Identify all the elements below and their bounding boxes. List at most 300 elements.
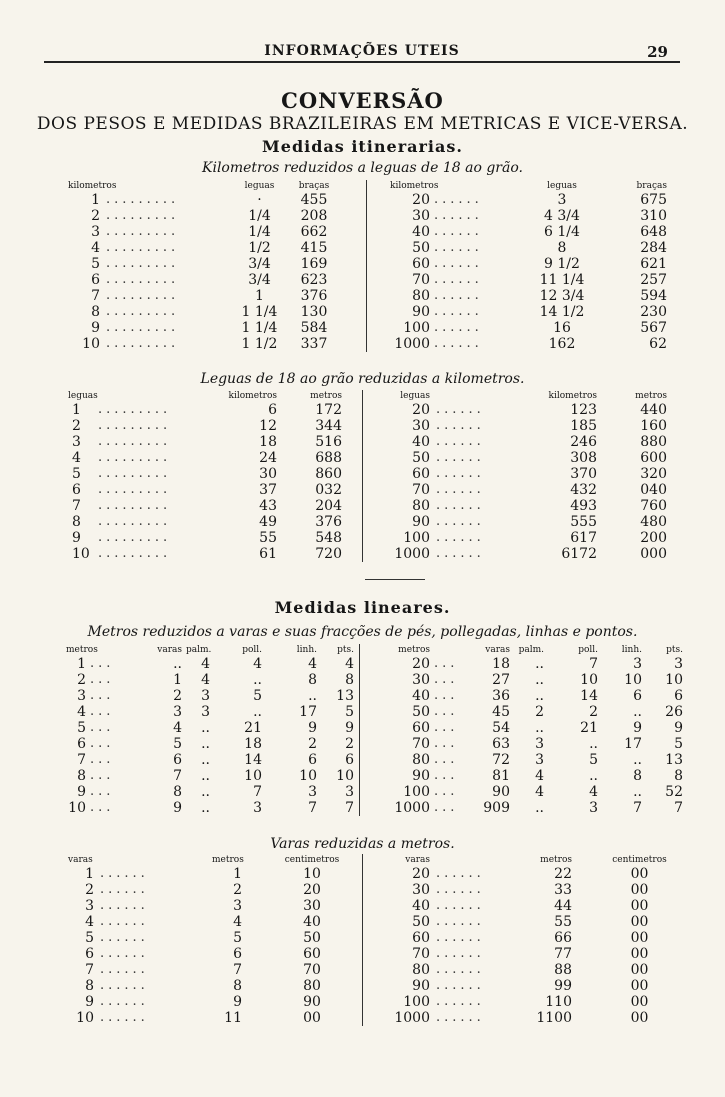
table-row (72, 272, 672, 288)
table-cell: 4 (77, 704, 86, 720)
leader-dots: ......... (98, 450, 172, 465)
table-row (72, 962, 672, 978)
table-cell: 6 (77, 736, 86, 752)
table-cell: .. (633, 704, 642, 720)
table-row (72, 978, 672, 994)
table-row (72, 882, 672, 898)
leader-dots: ...... (436, 530, 485, 545)
column-header: pts. (666, 645, 683, 655)
table-cell: 4 (91, 240, 100, 256)
table-cell: 00 (630, 946, 649, 962)
table-cell: 61 (259, 546, 277, 562)
table-cell: 2 (85, 882, 94, 898)
table-cell: 208 (300, 208, 328, 224)
table-cell: 1 1/4 (241, 320, 278, 336)
table-cell: 10 (624, 672, 642, 688)
table-cell: 7 (308, 800, 317, 816)
table-cell: .. (201, 768, 210, 784)
table-cell: 9 (72, 530, 81, 546)
leader-dots: ...... (436, 994, 485, 1009)
leader-dots: ...... (100, 898, 149, 913)
table-cell: 7 (72, 498, 81, 514)
column-header: braças (636, 181, 667, 191)
leader-dots: ......... (106, 256, 180, 271)
table-cell: 6 (85, 946, 94, 962)
table-cell: 493 (570, 498, 597, 514)
table-cell: 032 (315, 482, 342, 498)
table-cell: 13 (336, 688, 354, 704)
table-row (72, 546, 672, 562)
column-header: leguas (244, 181, 275, 191)
table-cell: 4 (201, 672, 210, 688)
leader-dots: ... (90, 800, 115, 815)
leader-dots: ...... (436, 962, 485, 977)
table-cell: 4 (173, 720, 182, 736)
table-cell: 8 (91, 304, 100, 320)
leader-dots: ...... (434, 256, 483, 271)
table-cell: 675 (640, 192, 667, 208)
table-cell: 80 (303, 978, 321, 994)
leader-dots: ......... (106, 208, 180, 223)
table-cell: 30 (412, 672, 430, 688)
table-cell: 172 (315, 402, 342, 418)
table-cell: 9 (674, 720, 683, 736)
column-header: metros (310, 391, 342, 401)
leader-dots: ... (90, 720, 115, 735)
table-cell: 90 (303, 994, 321, 1010)
leader-dots: ...... (434, 272, 483, 287)
column-header: metros (540, 855, 572, 865)
table-cell: 11 (224, 1010, 242, 1026)
column-header: braças (298, 181, 330, 191)
table-header (68, 390, 672, 402)
table-cell: 7 (233, 962, 242, 978)
leader-dots: ... (434, 784, 459, 799)
column-header: varas (157, 645, 182, 655)
leader-dots: ... (434, 672, 459, 687)
table-cell: .. (308, 688, 317, 704)
table-cell: 185 (570, 418, 597, 434)
leader-dots: ...... (100, 994, 149, 1009)
table-cell: 5 (345, 704, 354, 720)
table-cell: 2 (72, 418, 81, 434)
leader-dots: ......... (106, 288, 180, 303)
table-cell: 50 (412, 240, 430, 256)
column-header: palm. (186, 645, 212, 655)
table-cell: 432 (570, 482, 597, 498)
table-row (72, 704, 683, 720)
table-cell: 860 (315, 466, 342, 482)
table-cell: 18 (259, 434, 277, 450)
table-cell: 5 (253, 688, 262, 704)
leader-dots: ...... (436, 978, 485, 993)
table-cell: 24 (259, 450, 277, 466)
column-header: poll. (242, 645, 262, 655)
leader-dots: ...... (100, 962, 149, 977)
leader-dots: ...... (434, 240, 483, 255)
table-cell: 4 (253, 656, 262, 672)
leader-dots: ...... (436, 498, 485, 513)
table-cell: 8 (72, 514, 81, 530)
table-cell: 3 (77, 688, 86, 704)
table-cell: 40 (412, 688, 430, 704)
table-cell: 81 (492, 768, 510, 784)
table-cell: .. (633, 752, 642, 768)
table-cell: 1/4 (248, 224, 271, 240)
table-cell: .. (589, 736, 598, 752)
table-cell: 344 (315, 418, 342, 434)
table-cell: 3 (233, 898, 242, 914)
table-cell: .. (535, 672, 544, 688)
table-cell: 20 (412, 402, 430, 418)
table-cell: 3 (557, 192, 567, 208)
table-cell: 1 1/4 (241, 304, 278, 320)
table-cell: 2 (233, 882, 242, 898)
table-row (72, 1010, 672, 1026)
table-cell: 6 (72, 482, 81, 498)
table-row (72, 418, 672, 434)
table-cell: 8 (308, 672, 317, 688)
table-cell: 5 (233, 930, 242, 946)
table-cell: 100 (403, 530, 430, 546)
table-cell: .. (535, 688, 544, 704)
table-title-km: Kilometros reduzidos a leguas de 18 ao grão. (202, 160, 523, 176)
leader-dots: ......... (106, 320, 180, 335)
table-cell: 230 (640, 304, 667, 320)
table-cell: 3 (201, 704, 210, 720)
table-cell: 10 (336, 768, 354, 784)
table-cell: .. (253, 704, 262, 720)
table-cell: 80 (412, 752, 430, 768)
table-cell: 43 (259, 498, 277, 514)
table-cell: 52 (665, 784, 683, 800)
table-cell: 90 (492, 784, 510, 800)
table-cell: 10 (244, 768, 262, 784)
leader-dots: ...... (100, 882, 149, 897)
table-cell: 662 (300, 224, 328, 240)
table-cell: 62 (649, 336, 667, 352)
table-cell: 516 (315, 434, 342, 450)
table-cell: 80 (412, 288, 430, 304)
table-cell: 7 (77, 752, 86, 768)
table-cell: 72 (492, 752, 510, 768)
table-cell: 70 (412, 736, 430, 752)
table-cell: 9 (233, 994, 242, 1010)
leader-dots: ...... (434, 208, 483, 223)
table-cell: 37 (259, 482, 277, 498)
table-cell: 80 (412, 498, 430, 514)
table-cell: 7 (253, 784, 262, 800)
table-row (72, 256, 672, 272)
leader-dots: ... (90, 688, 115, 703)
table-cell: 123 (570, 402, 597, 418)
leader-dots: ...... (100, 946, 149, 961)
table-cell: 8 (674, 768, 683, 784)
table-row (72, 434, 672, 450)
column-header: linh. (621, 645, 642, 655)
table-cell: 10 (303, 866, 321, 882)
table-cell: 2 (535, 704, 544, 720)
table-row (72, 784, 683, 800)
table-cell: 2 (77, 672, 86, 688)
table-cell: 10 (68, 800, 86, 816)
section-divider (365, 579, 425, 580)
table-title-metros: Metros reduzidos a varas e suas fracções de pés, pollegadas, linhas e pontos. (87, 624, 638, 640)
table-cell: 8 (633, 768, 642, 784)
table-cell: 4 (589, 784, 598, 800)
table-cell: 00 (630, 1010, 649, 1026)
table-cell: 99 (554, 978, 572, 994)
table-cell: 040 (640, 482, 667, 498)
column-header: centimetros (284, 855, 340, 865)
table-cell: 584 (300, 320, 328, 336)
table-cell: 1 1/2 (241, 336, 278, 352)
leader-dots: ...... (436, 946, 485, 961)
leader-dots: ... (90, 768, 115, 783)
leader-dots: ... (90, 672, 115, 687)
table-cell: 30 (412, 882, 430, 898)
table-cell: 18 (492, 656, 510, 672)
table-cell: 100 (403, 784, 430, 800)
table-cell: 3 (85, 898, 94, 914)
table-cell: 7 (589, 656, 598, 672)
table-cell: 370 (570, 466, 597, 482)
table-header (68, 180, 672, 192)
table-cell: 00 (630, 898, 649, 914)
table-cell: 310 (640, 208, 667, 224)
table-cell: 00 (630, 962, 649, 978)
table-row (72, 530, 672, 546)
table-cell: 1/2 (248, 240, 271, 256)
table-row (72, 498, 672, 514)
table-cell: 22 (554, 866, 572, 882)
leader-dots: ... (434, 736, 459, 751)
table-cell: .. (201, 752, 210, 768)
table-cell: 88 (554, 962, 572, 978)
leader-dots: ... (90, 784, 115, 799)
table-cell: 00 (630, 882, 649, 898)
table-cell: 6 (173, 752, 182, 768)
table-cell: .. (173, 656, 182, 672)
table-cell: 60 (412, 466, 430, 482)
table-header (68, 854, 672, 866)
leader-dots: ...... (436, 914, 485, 929)
table-cell: 3 (91, 224, 100, 240)
leader-dots: ......... (106, 336, 180, 351)
table-cell: 100 (403, 994, 430, 1010)
leader-dots: ......... (98, 530, 172, 545)
table-cell: 00 (630, 994, 649, 1010)
table-cell: 1000 (394, 546, 430, 562)
table-row (72, 336, 672, 352)
table-cell: 3 (589, 800, 598, 816)
table-cell: 13 (665, 752, 683, 768)
table-title-leguas: Leguas de 18 ao grão reduzidas a kilometros. (200, 371, 525, 387)
table-cell: 1 (173, 672, 182, 688)
table-cell: 2 (308, 736, 317, 752)
table-cell: 594 (640, 288, 667, 304)
leader-dots: ... (434, 704, 459, 719)
leader-dots: ......... (106, 304, 180, 319)
table-km-leguas (68, 180, 672, 352)
table-cell: 455 (300, 192, 328, 208)
table-cell: 00 (630, 914, 649, 930)
column-header: centimetros (612, 855, 667, 865)
leader-dots: ......... (106, 224, 180, 239)
table-cell: 18 (244, 736, 262, 752)
table-cell: 4 (308, 656, 317, 672)
column-header: pts. (337, 645, 354, 655)
table-cell: 3 (308, 784, 317, 800)
table-cell: 40 (303, 914, 321, 930)
table-cell: 7 (674, 800, 683, 816)
table-cell: 60 (412, 930, 430, 946)
table-cell: 6 (674, 688, 683, 704)
table-cell: 60 (412, 720, 430, 736)
table-varas-metros (68, 854, 672, 1026)
table-title-varas: Varas reduzidas a metros. (270, 836, 455, 852)
table-cell: 80 (412, 962, 430, 978)
table-cell: 4 3/4 (544, 208, 580, 224)
leader-dots: ...... (436, 882, 485, 897)
leader-dots: ...... (100, 930, 149, 945)
table-cell: 9 (308, 720, 317, 736)
table-row (72, 866, 672, 882)
table-row (72, 688, 683, 704)
leader-dots: ...... (436, 466, 485, 481)
table-cell: 7 (85, 962, 94, 978)
table-cell: 1 (255, 288, 264, 304)
table-row (72, 466, 672, 482)
table-cell: 257 (640, 272, 667, 288)
table-cell: 9 (91, 320, 100, 336)
table-cell: · (257, 192, 262, 208)
table-row (72, 946, 672, 962)
table-cell: 130 (300, 304, 328, 320)
leader-dots: ... (434, 800, 459, 815)
table-cell: 30 (259, 466, 277, 482)
table-cell: 14 (244, 752, 262, 768)
leader-dots: ...... (434, 192, 483, 207)
table-cell: 8 (233, 978, 242, 994)
table-row (72, 914, 672, 930)
leader-dots: ... (434, 752, 459, 767)
table-cell: 4 (72, 450, 81, 466)
table-cell: 480 (640, 514, 667, 530)
table-row (72, 930, 672, 946)
leader-dots: ...... (100, 978, 149, 993)
table-cell: 4 (535, 768, 544, 784)
table-cell: .. (201, 784, 210, 800)
page-title: CONVERSÃO (281, 88, 444, 113)
table-cell: 7 (345, 800, 354, 816)
leader-dots: ...... (434, 288, 483, 303)
table-cell: 6 (268, 402, 277, 418)
table-cell: 204 (315, 498, 342, 514)
table-cell: 8 (85, 978, 94, 994)
table-cell: 16 (553, 320, 571, 336)
leader-dots: ...... (436, 866, 485, 881)
table-cell: 3/4 (248, 256, 271, 272)
table-cell: 337 (300, 336, 328, 352)
leader-dots: ...... (436, 930, 485, 945)
page-subtitle: DOS PESOS E MEDIDAS BRAZILEIRAS EM METRICAS E VICE-VERSA. (36, 114, 689, 134)
table-cell: 9 (173, 800, 182, 816)
table-cell: 21 (580, 720, 598, 736)
table-cell: .. (589, 768, 598, 784)
table-cell: 50 (412, 704, 430, 720)
leader-dots: ......... (106, 192, 180, 207)
column-divider (366, 180, 367, 352)
page-header (44, 43, 680, 63)
column-header: metros (212, 855, 244, 865)
table-cell: 6172 (561, 546, 597, 562)
table-row (72, 208, 672, 224)
column-header: metros (635, 391, 667, 401)
leader-dots: ...... (434, 304, 483, 319)
table-cell: 63 (492, 736, 510, 752)
table-cell: 9 1/2 (544, 256, 580, 272)
leader-dots: ......... (98, 402, 172, 417)
table-cell: 648 (640, 224, 667, 240)
table-cell: 6 (91, 272, 100, 288)
column-divider (359, 644, 360, 816)
column-header: kilometros (68, 181, 117, 191)
table-cell: 415 (300, 240, 328, 256)
table-cell: 70 (412, 482, 430, 498)
table-cell: 40 (412, 898, 430, 914)
table-cell: 27 (492, 672, 510, 688)
table-cell: .. (535, 720, 544, 736)
table-cell: 000 (640, 546, 667, 562)
leader-dots: ...... (436, 898, 485, 913)
table-cell: 77 (554, 946, 572, 962)
table-cell: 1100 (536, 1010, 572, 1026)
table-cell: 623 (300, 272, 328, 288)
table-cell: 4 (535, 784, 544, 800)
table-row (72, 656, 683, 672)
table-cell: 1/4 (248, 208, 271, 224)
column-header: kilometros (228, 391, 277, 401)
column-header: kilometros (390, 181, 439, 191)
table-cell: .. (535, 656, 544, 672)
table-cell: 90 (412, 768, 430, 784)
table-cell: 9 (345, 720, 354, 736)
table-cell: 8 (77, 768, 86, 784)
table-cell: 376 (315, 514, 342, 530)
table-cell: 1 (85, 866, 94, 882)
column-header: leguas (547, 181, 577, 191)
table-cell: 00 (303, 1010, 321, 1026)
table-cell: .. (201, 800, 210, 816)
section-heading-lineares: Medidas lineares. (274, 598, 451, 617)
table-cell: 70 (303, 962, 321, 978)
leader-dots: ... (434, 656, 459, 671)
table-cell: 2 (173, 688, 182, 704)
column-header: palm. (518, 645, 544, 655)
table-cell: 90 (412, 304, 430, 320)
table-row (72, 736, 683, 752)
leader-dots: ......... (98, 498, 172, 513)
table-cell: 7 (91, 288, 100, 304)
table-cell: 2 (91, 208, 100, 224)
leader-dots: ......... (98, 546, 172, 561)
leader-dots: ... (434, 768, 459, 783)
table-cell: 11 1/4 (539, 272, 585, 288)
table-cell: 3 (173, 704, 182, 720)
leader-dots: ......... (98, 514, 172, 529)
table-metros-varas (66, 644, 683, 816)
